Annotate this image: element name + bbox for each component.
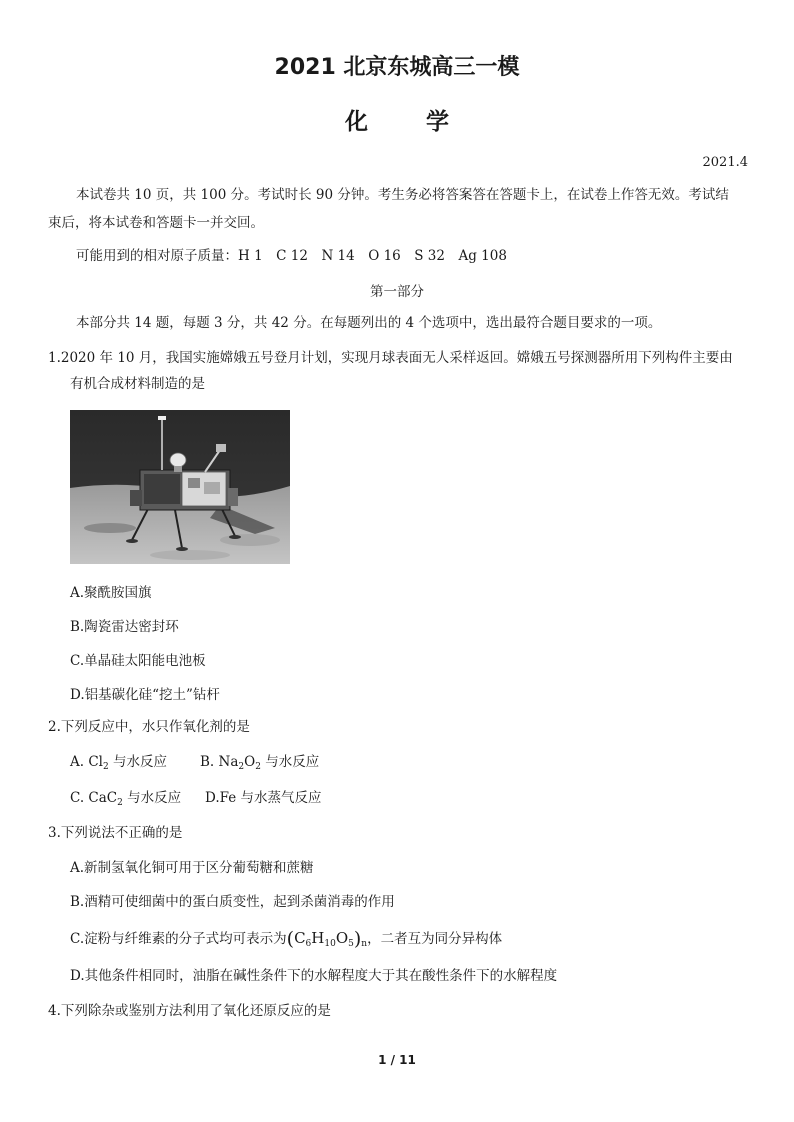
question-2-option-b: B. $Na_2O_2$ 与水反应 [200, 754, 320, 772]
subject-char-1: 化 [345, 109, 368, 135]
question-4-stem: 4.下列除杂或鉴别方法利用了氧化还原反应的是 [48, 1003, 331, 1019]
question-2-option-a: A. $Cl_2$ 与水反应 [70, 754, 168, 772]
subject-char-2: 学 [426, 109, 449, 135]
intro-line-2: 束后，将本试卷和答题卡一并交回。 [48, 215, 264, 231]
intro-paragraph [48, 181, 748, 209]
question-1-option-d: D.铝基碳化硅“挖土”钻杆 [70, 687, 220, 703]
subject-title [0, 103, 794, 136]
question-1-stem-line-2: 有机合成材料制造的是 [70, 376, 205, 392]
page-number: 1 / 11 [378, 1053, 416, 1067]
question-1-option-c: C.单晶硅太阳能电池板 [70, 653, 206, 669]
question-3-option-a: A.新制氢氧化铜可用于区分葡萄糖和蔗糖 [70, 860, 314, 876]
exam-date: 2021.4 [702, 155, 748, 170]
exam-title: 2021 北京东城高三一模 [274, 55, 520, 80]
question-1-stem-line-1: 1.2020 年 10 月，我国实施嫦娥五号登月计划，实现月球表面无人采样返回。嫦娥五号探测器所用下列构件主要由 [48, 350, 733, 366]
question-1-option-a: A.聚酰胺国旗 [70, 585, 152, 601]
question-3-option-c: C.淀粉与纤维素的分子式均可表示为$(C_6H_{10}O_5)_n$，二者互为同分异构体 [70, 928, 503, 950]
intro-line-1: 本试卷共 10 页，共 100 分。考试时长 90 分钟。考生务必将答案答在答题卡上，在试卷上作答无效。考试结 [76, 187, 729, 203]
starch-formula: $(C_6H_{10}O_5)_n$ [286, 928, 368, 950]
question-2-option-c: C. CaC$_2$ 与水反应 [70, 790, 182, 808]
atomic-masses: 可能用到的相对原子质量：H 1 C 12 N 14 O 16 S 32 Ag 108 [76, 248, 507, 264]
lunar-lander-image [70, 410, 290, 564]
question-2-stem: 2.下列反应中，水只作氧化剂的是 [48, 719, 250, 735]
part-instructions: 本部分共 14 题，每题 3 分，共 42 分。在每题列出的 4 个选项中，选出最符合题目要求的一项。 [76, 315, 662, 331]
question-1-option-b: B.陶瓷雷达密封环 [70, 619, 179, 635]
part-heading: 第一部分 [370, 284, 424, 300]
question-2-option-d: D.Fe 与水蒸气反应 [205, 790, 322, 806]
question-3-option-b: B.酒精可使细菌中的蛋白质变性，起到杀菌消毒的作用 [70, 894, 395, 910]
question-3-stem: 3.下列说法不正确的是 [48, 825, 183, 841]
question-3-option-d: D.其他条件相同时，油脂在碱性条件下的水解程度大于其在酸性条件下的水解程度 [70, 968, 558, 984]
lunar-lander-photo [70, 410, 290, 564]
